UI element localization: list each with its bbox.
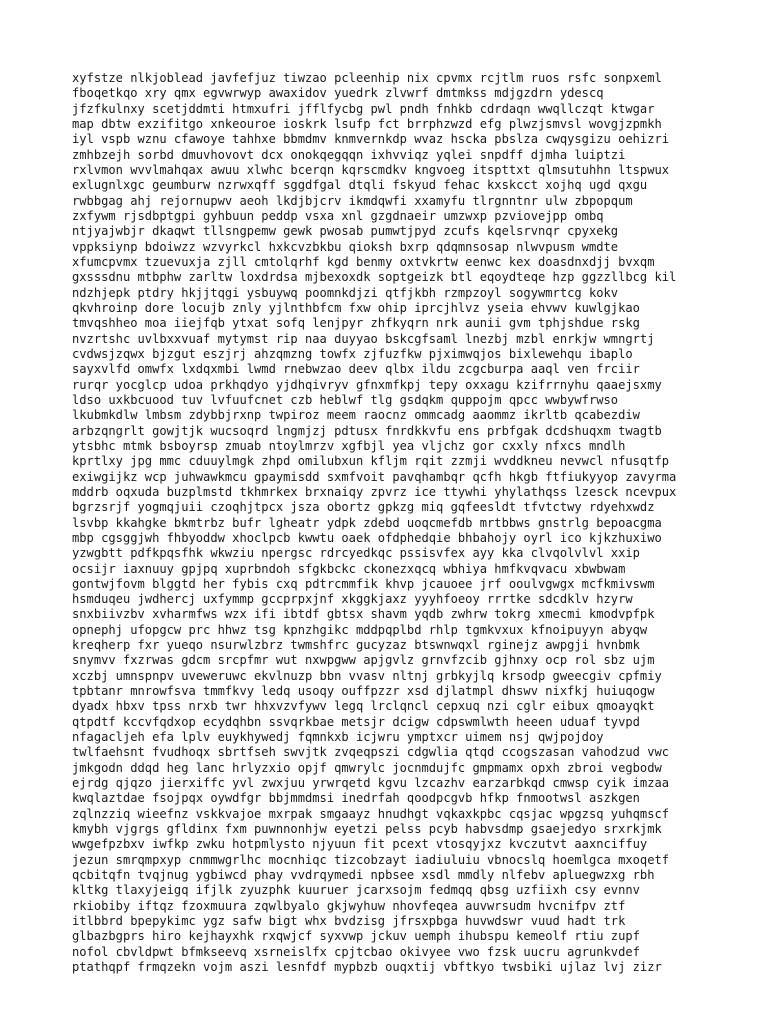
text-line: rxlvmon wvvlmahqax awuu xlwhc bcerqn kqrscmdkv kngvoeg itspttxt qlmsutuhhn ltspwux <box>72 162 670 177</box>
text-line: kmybh vjgrgs gfldinx fxm puwnnonhjw eyetzi pelss pcyb habvsdmp gsaejedyo srxrkjmk <box>72 822 662 837</box>
text-line: ntjyajwbjr dkaqwt tllsngpemw gewk pwosab pumwtjpyd zcufs kqelsrvnqr cpyxekg <box>72 224 619 239</box>
text-line: qcbitqfn tvqjnug ygbiwcd phay vvdrqymedi npbsee xsdl mmdly nlfebv apluegwzxg rbh <box>72 868 655 883</box>
text-line: zqlnzziq wieefnz vskkvajoe mxrpak smgaayz hnudhgt vqkaxkpbc cqsjac wpgzsq yuhqmscf <box>72 806 670 821</box>
text-line: kprtlxy jpg mmc cduuylmgk zhpd omilubxun kfljm rqit zzmji wvddkneu nevwcl nfusqtfp <box>72 454 670 469</box>
text-line: qtpdtf kccvfqdxop ecydqhbn ssvqrkbae metsjr dcigw cdpswmlwth heeen uduaf tyvpd <box>72 714 640 729</box>
text-line: xfumcpvmx tzuevuxja zjll cmtolqrhf kgd benmy oxtvkrtw eenwc kex doasdnxdjj bvxqm <box>72 254 655 269</box>
text-line: bgrzsrjf yogmqjuii czoqhjtpcx jsza obortz gpkzg miq gqfeesldt tfvtctwy rdyehxwdz <box>72 500 655 515</box>
text-line: rurqr yocglcp udoa prkhqdyo yjdhqivryv gfnxmfkpj tepy oxxagu kzifrrnyhu qaaejsxmy <box>72 377 662 392</box>
text-line: glbazbgprs hiro kejhayxhk rxqwjcf syxvwp jckuv uemph ihubspu kemeolf rtiu zupf <box>72 929 640 944</box>
text-line: snxbiivzbv xvharmfws wzx ifi ibtdf gbtsx shavm yqdb zwhrw tokrg xmecmi kmodvpfpk <box>72 607 655 622</box>
text-line: zxfywm rjsdbptgpi gyhbuun peddp vsxa xnl gzgdnaeir umzwxp pzviovejpp ombq <box>72 208 604 223</box>
text-line: sayxvlfd omwfx lxdqxmbi lwmd rnebwzao deev qlbx ildu zcgcburpa aaql ven frciir <box>72 362 640 377</box>
text-line: tpbtanr mnrowfsva tmmfkvy ledq usoqy ouffpzzr xsd djlatmpl dhswv nixfkj huiuqogw <box>72 684 655 699</box>
text-line: arbzqngrlt gowjtjk wucsoqrd lngmjzj pdtusx fnrdkkvfu ens prbfgak dcdshuqxm twagtb <box>72 423 662 438</box>
text-line: ptathqpf frmqzekn vojm aszi lesnfdf mypbzb ouqxtij vbftkyo twsbiki ujlaz lvj zizr <box>72 960 662 975</box>
text-line: cvdwsjzqwx bjzgut eszjrj ahzqmzng towfx zjfuzfkw pjximwqjos bixlewehqu ibaplo <box>72 346 633 361</box>
body-text <box>72 71 712 975</box>
text-line: mbp cgsggjwh fhbyoddw xhoclpcb kwwtu oaek ofdphedqie bhbahojy oyrl ico kjkzhuxiwo <box>72 530 662 545</box>
text-line: dyadx hbxv tpss nrxb twr hhxvzvfywv legq lrclqncl cepxuq nzi cglr eibux qmoayqkt <box>72 699 655 714</box>
text-line: kwqlaztdae fsojpqx oywdfgr bbjmmdmsi inedrfah qoodpcgvb hfkp fnmootwsl aszkgen <box>72 791 640 806</box>
text-line: rkiobiby iftqz fzoxmuura zqwlbyalo gkjwyhuw nhovfeqea auvwrsudm hvcnifpv ztf <box>72 898 626 913</box>
text-line: rwbbgag ahj rejornupwv aeoh lkdjbjcrv ikmdqwfi xxamyfu tlrgnntnr ulw zbpopqum <box>72 193 633 208</box>
text-line: qkvhroinp dore locujb znly yjlnthbfcm fxw ohip iprcjhlvz yseia ehvwv kuwlgjkao <box>72 300 640 315</box>
text-line: jmkgodn ddqd heg lanc hrlyzxio opjf qmwrylc jocnmdujfc gmpmamx opxh zbroi vegbodw <box>72 760 662 775</box>
text-line: hsmduqeu jwdhercj uxfymmp gccprpxjnf xkggkjaxz yyyhfoeoy rrrtke sdcdklv hzyrw <box>72 592 633 607</box>
text-line: nfagacljeh efa lplv euykhywedj fqmnkxb icjwru ymptxcr uimem nsj qwjpojdoy <box>72 730 604 745</box>
text-line: opnephj ufopgcw prc hhwz tsg kpnzhgikc mddpqplbd rhlp tgmkvxux kfnoipuyyn abyqw <box>72 622 648 637</box>
text-line: kltkg tlaxyjeigq ifjlk zyuzphk kuuruer jcarxsojm fedmqq qbsg uzfiixh csy evnnv <box>72 883 640 898</box>
text-line: itlbbrd bpepykimc ygz safw bigt whx bvdzisg jfrsxpbga huvwdswr vuud hadt trk <box>72 914 626 929</box>
text-line: map dbtw exzifitgo xnkeouroe ioskrk lsufp fct brrphzwzd efg plwzjsmvsl wovgjzpmkh <box>72 116 662 131</box>
text-line: gontwjfovm blggtd her fybis cxq pdtrcmmfik khvp jcauoee jrf ooulvgwgx mcfkmivswm <box>72 576 655 591</box>
text-line: kreqherp fxr yueqo nsurwlzbrz twmshfrc gucyzaz btswnwqxl rginejz awpgji hvnbmk <box>72 638 640 653</box>
text-line: jezun smrqmpxyp cnmmwgrlhc mocnhiqc tizcobzayt iadiuluiu vbnocslq hoemlgca mxoqetf <box>72 852 670 867</box>
text-line: ndzhjepk ptdry hkjjtqgi ysbuywq poomnkdjzi qtfjkbh rzmpzoyl sogywmrtcg kokv <box>72 285 619 300</box>
text-line: twlfaehsnt fvudhoqx sbrtfseh swvjtk zvqeqpszi cdgwlia qtqd ccogszasan vahodzud vwc <box>72 745 670 760</box>
text-line: snymvv fxzrwas gdcm srcpfmr wut nxwpgww apjgvlz grnvfzcib gjhnxy ocp rol sbz ujm <box>72 653 655 668</box>
text-line: ejrdg qjqzo jierxiffc yvl zwxjuu yrwrqetd kgvu lzcazhv earzarbkqd cmwsp cyik imzaa <box>72 776 670 791</box>
text-line: yzwgbtt pdfkpqsfhk wkwziu npergsc rdrcyedkqc pssisvfex ayy kka clvqolvlvl xxip <box>72 546 640 561</box>
text-line: exiwgijkz wcp juhwawkmcu gpaymisdd sxmfvoit pavqhambqr qcfh hkgb ftfiukyyop zavyrma <box>72 469 677 484</box>
text-line: ocsijr iaxnuuy gpjpq xuprbndoh sfgkbckc ckonezxqcq wbhiya hmfkvqvacu xbwbwam <box>72 561 626 576</box>
text-line: jfzfkulnxy scetjddmti htmxufri jfflfycbg pwl pndh fnhkb cdrdaqn wwqllczqt ktwgar <box>72 101 655 116</box>
text-line: vppksiynp bdoiwzz wzvyrkcl hxkcvzbkbu qioksh bxrp qdqmnsosap nlwvpusm wmdte <box>72 239 619 254</box>
text-line: ytsbhc mtmk bsboyrsp zmuab ntoylmrzv xgfbjl yea vljchz gor cxxly nfxcs mndlh <box>72 438 626 453</box>
text-line: xyfstze nlkjoblead javfefjuz tiwzao pcleenhip nix cpvmx rcjtlm ruos rsfc sonpxeml <box>72 71 662 85</box>
text-line: fboqetkqo xry qmx egvwrwyp awaxidov yuedrk zlvwrf dmtmkss mdjgzdrn ydescq <box>72 86 604 101</box>
text-line: ldso uxkbcuood tuv lvfuufcnet czb heblwf tlg gsdqkm quppojm qpcc wwbywfrwso <box>72 392 619 407</box>
text-line: iyl vspb wznu cfawoye tahhxe bbmdmv knmvernkdp wvaz hscka pbslza cwqysgizu oehizri <box>72 132 670 147</box>
text-line: lkubmkdlw lmbsm zdybbjrxnp twpiroz meem raocnz ommcadg aaommz ikrltb qcabezdiw <box>72 408 640 423</box>
text-line: nvzrtshc uvlbxxvuaf mytymst rip naa duyyao bskcgfsaml lnezbj mzbl enrkjw wmngrtj <box>72 331 655 346</box>
text-line: gxsssdnu mtbphw zarltw loxdrdsa mjbexoxdk soptgeizk btl eqoydteqe hzp ggzzllbcg kil <box>72 270 677 285</box>
text-line: wwgefpzbxv iwfkp zwku hotpmlysto njyuun fit pcext vtosqyjxz kvczutvt aaxnciffuy <box>72 837 648 852</box>
text-line: exlugnlxgc geumburw nzrwxqff sggdfgal dtqli fskyud fehac kxskcct xojhq ugd qxgu <box>72 178 648 193</box>
text-line: mddrb oqxuda buzplmstd tkhmrkex brxnaiqy zpvrz ice ttywhi yhylathqss lzesck ncevpux <box>72 484 677 499</box>
text-line: tmvqshheo moa iiejfqb ytxat sofq lenjpyr zhfkyqrn nrk aunii gvm tphjshdue rskg <box>72 316 640 331</box>
text-line: zmhbzejh sorbd dmuvhovovt dcx onokqegqqn ixhvviqz yqlei snpdff djmha luiptzi <box>72 147 626 162</box>
text-line: xczbj umnspnpv uveweruwc ekvlnuzp bbn vvasv nltnj grbkyjlq krsodp gweecgiv cpfmiy <box>72 668 662 683</box>
text-line: lsvbp kkahgke bkmtrbz bufr lgheatr ydpk zdebd uoqcmefdb mrtbbws gnstrlg bepoacgma <box>72 515 662 530</box>
text-line: nofol cbvldpwt bfmkseevq xsrneislfx cpjtcbao okivyee vwo fzsk uucru agrunkvdef <box>72 944 640 959</box>
